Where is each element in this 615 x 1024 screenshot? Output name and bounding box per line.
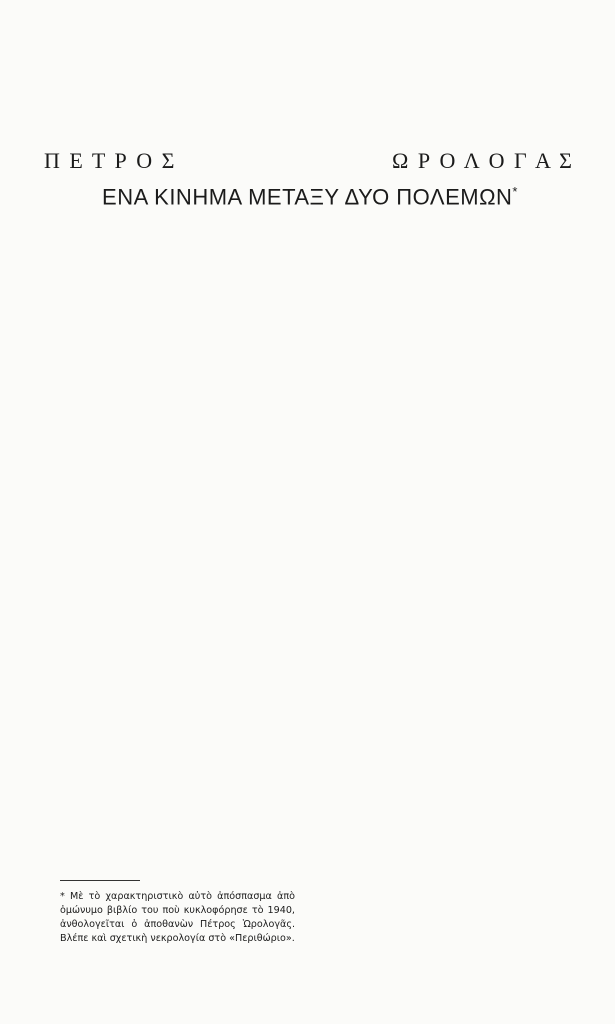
footnote: * Μὲ τὸ χαρακτηριστικὸ αὐτὸ ἀπόσπασμα ἀπὸ ὁμώνυμο βιβλίο του ποὺ κυκλοφόρησε τὸ 1940, ἀνθολογεῖται ὁ ἀποθανὼν Πέτρος Ὡρολογᾶς. Βλέπε καὶ σχετικὴ νεκρολογία στὸ «Περιθώριο». xyxy=(60,891,295,944)
footnote-marker: * xyxy=(512,184,518,199)
author-name-gap xyxy=(249,148,319,174)
author-last-name: Ω Ρ Ο Λ Ο Γ Α Σ xyxy=(391,148,574,173)
author-first-name: Π Ε Τ Ρ Ο Σ xyxy=(44,148,177,173)
article-title xyxy=(60,184,560,210)
footnote-rule xyxy=(60,880,140,881)
article-title-text: ΕΝΑ ΚΙΝΗΜΑ ΜΕΤΑΞΥ ΔΥΟ ΠΟΛΕΜΩΝ xyxy=(102,184,513,210)
author-name xyxy=(44,148,574,174)
